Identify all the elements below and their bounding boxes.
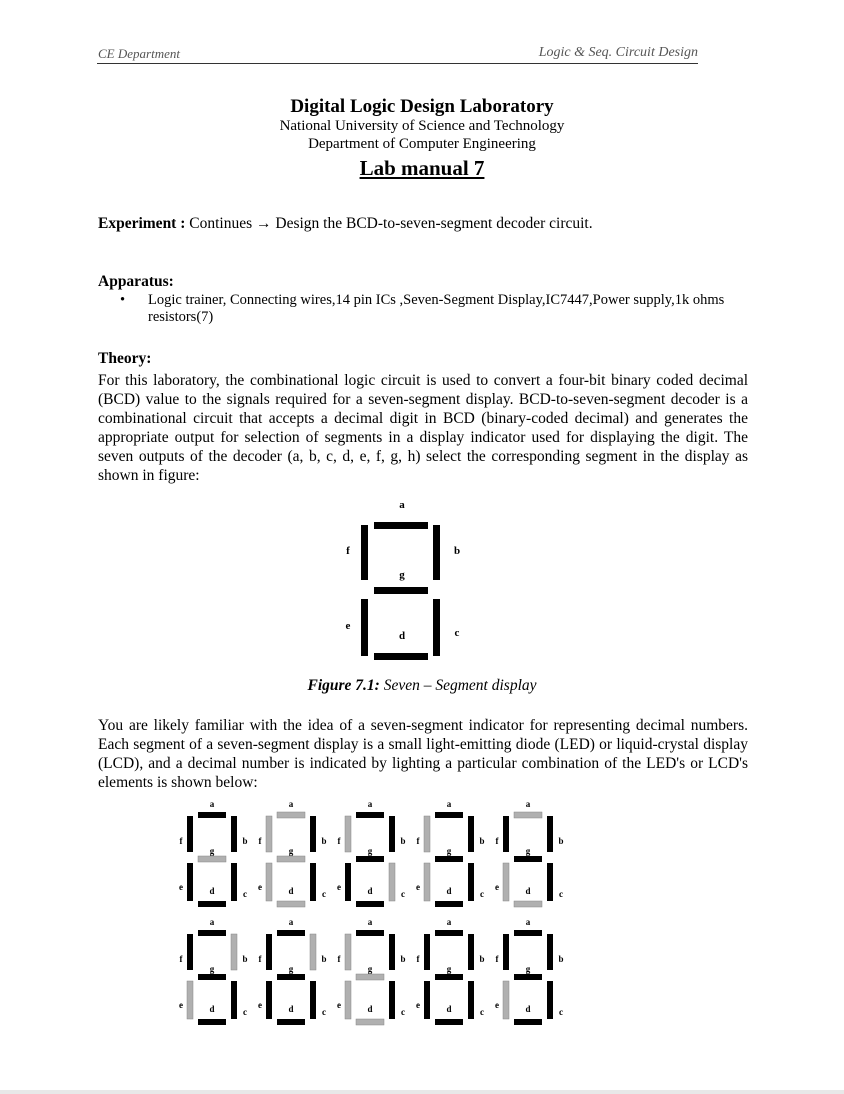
digit-0-label-a: a	[209, 799, 215, 809]
digit-3-segment-e	[424, 863, 430, 901]
digit-8-label-b: b	[479, 954, 485, 964]
apparatus-item: Logic trainer, Connecting wires,14 pin ICs ,Seven-Segment Display,IC7447,Power supply,1k ohms resistors(7)	[148, 292, 725, 325]
digit-1-label-b: b	[321, 836, 327, 846]
segment-g	[374, 587, 428, 594]
digit-2-segment-g	[356, 856, 384, 862]
digit-8-label-a: a	[446, 917, 452, 927]
digit-8-segment-c	[468, 981, 474, 1019]
digit-5-label-b: b	[242, 954, 248, 964]
digit-4-label-b: b	[558, 836, 564, 846]
digit-1-label-c: c	[322, 889, 326, 899]
digit-8-label-f: f	[416, 954, 420, 964]
digit-9-segment-f	[503, 934, 509, 970]
label-b: b	[453, 545, 461, 557]
label-g: g	[399, 569, 405, 581]
page-bottom-edge	[0, 1090, 844, 1094]
label-d: d	[398, 630, 406, 642]
digit-3	[416, 799, 485, 907]
digit-6-label-e: e	[258, 1000, 262, 1010]
digit-0-segment-c	[231, 863, 237, 901]
digit-1	[258, 799, 327, 907]
digit-9-label-e: e	[495, 1000, 499, 1010]
digit-0-label-f: f	[179, 836, 183, 846]
digit-9	[495, 917, 564, 1025]
university-name: National University of Science and Technology	[279, 118, 565, 134]
digit-4-segment-a	[514, 812, 542, 818]
digit-6-segment-f	[266, 934, 272, 970]
digit-8-label-c: c	[480, 1007, 484, 1017]
digit-5-segment-a	[198, 930, 226, 936]
digit-1-label-d: d	[288, 886, 294, 896]
digit-1-segment-b	[310, 816, 316, 852]
digit-3-label-c: c	[480, 889, 484, 899]
digit-5-segment-b	[231, 934, 237, 970]
digit-7-label-g: g	[367, 964, 373, 974]
digit-0-segment-a	[198, 812, 226, 818]
digit-6-segment-a	[277, 930, 305, 936]
digit-0-label-d: d	[209, 886, 215, 896]
digit-7-label-e: e	[337, 1000, 341, 1010]
figure-caption	[0, 677, 844, 695]
digit-7-segment-c	[389, 981, 395, 1019]
digit-6-segment-g	[277, 974, 305, 980]
digit-9-segment-a	[514, 930, 542, 936]
digit-3-label-a: a	[446, 799, 452, 809]
digit-3-segment-c	[468, 863, 474, 901]
digit-2-segment-a	[356, 812, 384, 818]
digit-8-segment-e	[424, 981, 430, 1019]
digit-1-label-f: f	[258, 836, 262, 846]
digit-0-segment-e	[187, 863, 193, 901]
digit-0-segment-g	[198, 856, 226, 862]
digit-1-segment-a	[277, 812, 305, 818]
digit-2-segment-e	[345, 863, 351, 901]
digit-1-label-a: a	[288, 799, 294, 809]
digit-7-segment-e	[345, 981, 351, 1019]
digit-4-segment-d	[514, 901, 542, 907]
digit-5-label-a: a	[209, 917, 215, 927]
digit-0-segment-d	[198, 901, 226, 907]
digit-2-segment-c	[389, 863, 395, 901]
digit-4-segment-g	[514, 856, 542, 862]
digit-7-segment-g	[356, 974, 384, 980]
digit-5-segment-e	[187, 981, 193, 1019]
digit-1-segment-g	[277, 856, 305, 862]
digit-6-segment-d	[277, 1019, 305, 1025]
digit-7-label-d: d	[367, 1004, 373, 1014]
digit-7-label-b: b	[400, 954, 406, 964]
digit-7-segment-b	[389, 934, 395, 970]
digit-5-segment-c	[231, 981, 237, 1019]
digit-9-label-b: b	[558, 954, 564, 964]
experiment-text: Continues → Design the BCD-to-seven-segment decoder circuit.	[189, 215, 593, 232]
manual-title: Lab manual 7	[359, 156, 485, 180]
digit-5	[179, 917, 248, 1025]
digit-0-label-g: g	[209, 846, 215, 856]
digit-1-segment-d	[277, 901, 305, 907]
experiment-line	[98, 215, 593, 233]
header-course: Logic & Seq. Circuit Design	[538, 45, 698, 60]
digit-1-label-g: g	[288, 846, 294, 856]
digit-7-label-a: a	[367, 917, 373, 927]
department-name: Department of Computer Engineering	[308, 136, 536, 152]
digit-0	[179, 799, 248, 907]
digit-3-label-d: d	[446, 886, 452, 896]
digit-2-label-e: e	[337, 882, 341, 892]
digit-5-label-g: g	[209, 964, 215, 974]
digit-4-label-c: c	[559, 889, 563, 899]
segment-c	[433, 599, 440, 656]
experiment-label: Experiment :	[98, 215, 186, 232]
digit-4-label-e: e	[495, 882, 499, 892]
header-department: CE Department	[98, 46, 180, 61]
label-a: a	[399, 499, 405, 511]
digit-2	[337, 799, 406, 907]
digit-8-label-g: g	[446, 964, 452, 974]
digit-5-label-d: d	[209, 1004, 215, 1014]
digit-2-segment-b	[389, 816, 395, 852]
digit-3-segment-a	[435, 812, 463, 818]
header-divider	[97, 63, 698, 64]
digit-6-label-g: g	[288, 964, 294, 974]
digit-6-label-b: b	[321, 954, 327, 964]
segment-d	[374, 653, 428, 660]
theory-paragraph-2: You are likely familiar with the idea of a seven-segment indicator for representing decimal numbers. Each segment of a seven-segment display is a small light-emitting diode (LED) or liquid-crystal display (LCD), and a decimal number is indicated by lighting a particular combination of the LED's or LCD's elements is shown below:	[98, 717, 748, 791]
digit-4-label-f: f	[495, 836, 499, 846]
digit-8-segment-b	[468, 934, 474, 970]
digit-4-label-a: a	[525, 799, 531, 809]
bullet-icon: •	[120, 292, 126, 308]
digit-5-segment-d	[198, 1019, 226, 1025]
digit-9-label-d: d	[525, 1004, 531, 1014]
segment-f	[361, 525, 368, 580]
digit-9-segment-b	[547, 934, 553, 970]
digit-2-label-f: f	[337, 836, 341, 846]
digit-0-label-e: e	[179, 882, 183, 892]
digit-2-segment-f	[345, 816, 351, 852]
digit-9-label-g: g	[525, 964, 531, 974]
digit-3-segment-g	[435, 856, 463, 862]
digit-5-segment-f	[187, 934, 193, 970]
label-f: f	[346, 545, 350, 557]
digit-5-segment-g	[198, 974, 226, 980]
digit-8-segment-g	[435, 974, 463, 980]
theory-paragraph-1: For this laboratory, the combinational logic circuit is used to convert a four-bit binary coded decimal (BCD) value to the signals required for a seven-segment display. BCD-to-seven-segment decoder is a combinational circuit that accepts a decimal digit in BCD (binary-coded decimal) and generates the appropriate output for selection of segments in a display indicator used for displaying the digit. The seven outputs of the decoder (a, b, c, d, e, f, g, h) select the corresponding segment in the display as shown in figure:	[98, 372, 748, 484]
digit-8-segment-a	[435, 930, 463, 936]
digit-6-segment-b	[310, 934, 316, 970]
digit-7-label-f: f	[337, 954, 341, 964]
apparatus-list	[120, 292, 740, 326]
apparatus-heading: Apparatus:	[98, 273, 174, 290]
digit-3-segment-f	[424, 816, 430, 852]
digit-9-segment-d	[514, 1019, 542, 1025]
segment-a	[374, 522, 428, 529]
digit-7-segment-f	[345, 934, 351, 970]
digit-9-segment-e	[503, 981, 509, 1019]
digit-8-label-e: e	[416, 1000, 420, 1010]
digit-4-segment-f	[503, 816, 509, 852]
digit-2-label-d: d	[367, 886, 373, 896]
digit-3-label-b: b	[479, 836, 485, 846]
digit-0-label-b: b	[242, 836, 248, 846]
caption-text: Seven – Segment display	[379, 677, 537, 694]
digit-1-segment-f	[266, 816, 272, 852]
digit-2-label-a: a	[367, 799, 373, 809]
digit-4-segment-e	[503, 863, 509, 901]
digit-2-segment-d	[356, 901, 384, 907]
segment-b	[433, 525, 440, 580]
digit-8-segment-f	[424, 934, 430, 970]
digit-1-label-e: e	[258, 882, 262, 892]
digit-2-label-g: g	[367, 846, 373, 856]
digit-6	[258, 917, 327, 1025]
digit-6-label-f: f	[258, 954, 262, 964]
digit-5-label-f: f	[179, 954, 183, 964]
digit-0-segment-f	[187, 816, 193, 852]
digit-examples-figure	[172, 798, 592, 1038]
digit-0-label-c: c	[243, 889, 247, 899]
label-e: e	[345, 620, 351, 632]
digit-8-segment-d	[435, 1019, 463, 1025]
caption-label: Figure 7.1:	[307, 677, 380, 694]
digit-3-label-g: g	[446, 846, 452, 856]
digit-6-label-c: c	[322, 1007, 326, 1017]
digit-8-label-d: d	[446, 1004, 452, 1014]
digit-2-label-b: b	[400, 836, 406, 846]
digit-6-segment-e	[266, 981, 272, 1019]
theory-heading: Theory:	[98, 350, 152, 367]
seven-segment-figure	[330, 492, 480, 667]
digit-9-label-a: a	[525, 917, 531, 927]
digit-4	[495, 799, 564, 907]
digit-3-segment-b	[468, 816, 474, 852]
label-c: c	[454, 627, 460, 639]
digit-7-label-c: c	[401, 1007, 405, 1017]
digit-7-segment-a	[356, 930, 384, 936]
digit-6-segment-c	[310, 981, 316, 1019]
digit-3-label-e: e	[416, 882, 420, 892]
digit-2-label-c: c	[401, 889, 405, 899]
digit-3-segment-d	[435, 901, 463, 907]
digit-1-segment-c	[310, 863, 316, 901]
digit-4-segment-c	[547, 863, 553, 901]
digit-9-label-c: c	[559, 1007, 563, 1017]
lab-title: Digital Logic Design Laboratory	[290, 96, 554, 117]
digit-8	[416, 917, 485, 1025]
digit-5-label-c: c	[243, 1007, 247, 1017]
digit-4-label-d: d	[525, 886, 531, 896]
digit-9-label-f: f	[495, 954, 499, 964]
digit-4-segment-b	[547, 816, 553, 852]
digit-9-segment-c	[547, 981, 553, 1019]
digit-7	[337, 917, 406, 1025]
digit-1-segment-e	[266, 863, 272, 901]
digit-7-segment-d	[356, 1019, 384, 1025]
digit-6-label-d: d	[288, 1004, 294, 1014]
digit-9-segment-g	[514, 974, 542, 980]
digit-0-segment-b	[231, 816, 237, 852]
digit-3-label-f: f	[416, 836, 420, 846]
digit-6-label-a: a	[288, 917, 294, 927]
segment-e	[361, 599, 368, 656]
digit-4-label-g: g	[525, 846, 531, 856]
digit-5-label-e: e	[179, 1000, 183, 1010]
